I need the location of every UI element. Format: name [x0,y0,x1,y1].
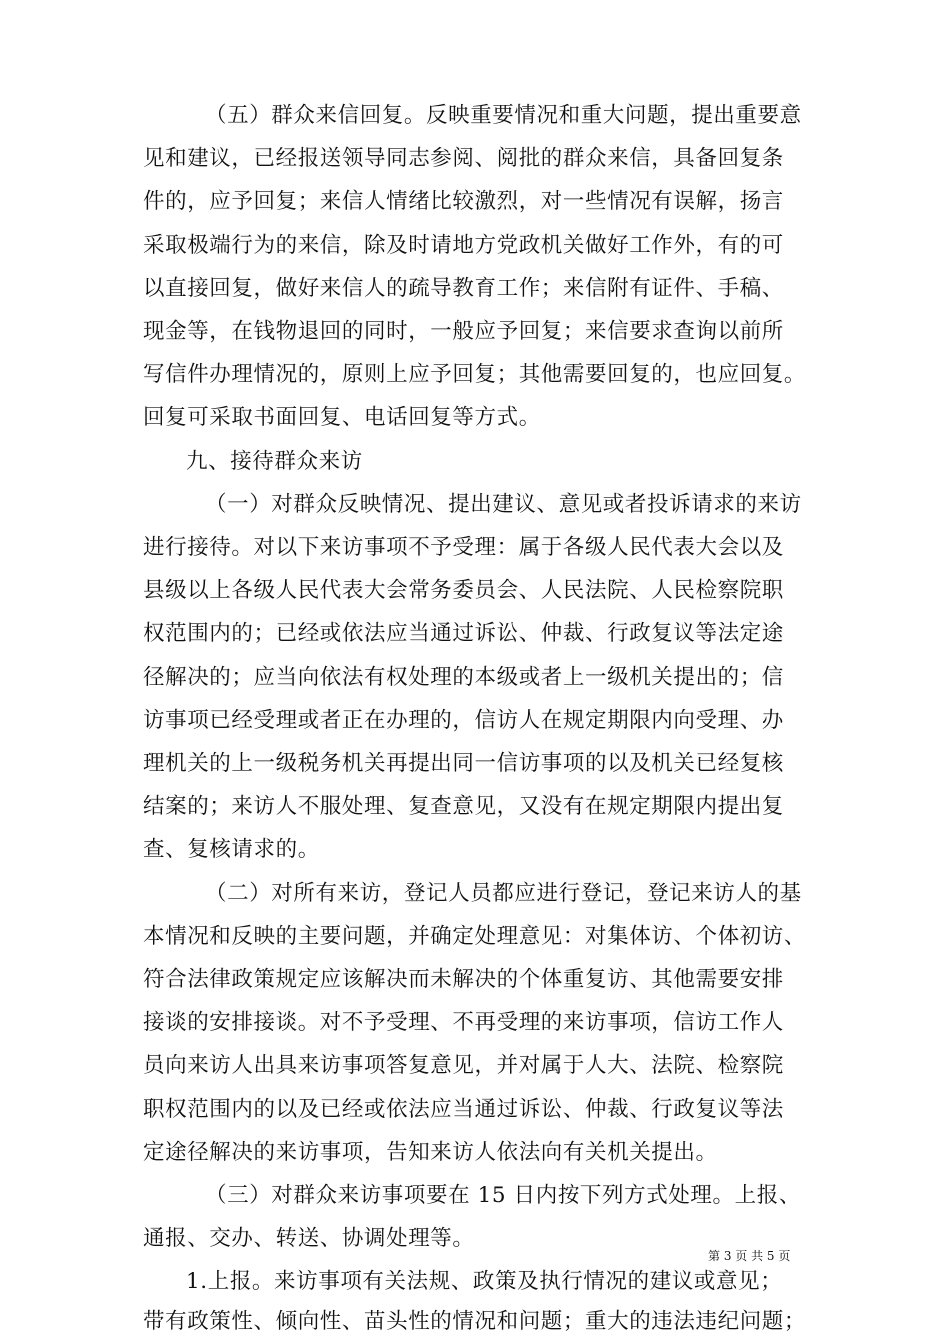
section-heading: 九、接待群众来访 [186,449,363,474]
text-line: 定途径解决的来访事项，告知来访人依法向有关机关提出。 [143,1140,718,1165]
text-line: 以直接回复，做好来信人的疏导教育工作；来信附有证件、手稿、 [143,276,784,301]
text-line: （一）对群众反映情况、提出建议、意见或者投诉请求的来访 [205,492,802,517]
text-line: 现金等，在钱物退回的同时，一般应予回复；来信要求查询以前所 [143,319,784,344]
text-line: 径解决的；应当向依法有权处理的本级或者上一级机关提出的；信 [143,665,784,690]
text-line: 通报、交办、转送、协调处理等。 [143,1226,475,1251]
text-line: 回复可采取书面回复、电话回复等方式。 [143,405,541,430]
text-line: 权范围内的；已经或依法应当通过诉讼、仲裁、行政复议等法定途 [143,621,784,646]
text-line: 进行接待。对以下来访事项不予受理：属于各级人民代表大会以及 [143,535,784,560]
text-line: 见和建议，已经报送领导同志参阅、阅批的群众来信，具备回复条 [143,146,784,171]
text-line: 县级以上各级人民代表大会常务委员会、人民法院、人民检察院职 [143,578,784,603]
text-line: 接谈的安排接谈。对不予受理、不再受理的来访事项，信访工作人 [143,1010,784,1035]
page-number-footer: 第 3 页 共 5 页 [708,1249,791,1263]
text-line: 符合法律政策规定应该解决而未解决的个体重复访、其他需要安排 [143,967,784,992]
text-line: 本情况和反映的主要问题，并确定处理意见：对集体访、个体初访、 [143,924,807,949]
text-line: （五）群众来信回复。反映重要情况和重大问题，提出重要意 [205,103,802,128]
text-line: 采取极端行为的来信，除及时请地方党政机关做好工作外，有的可 [143,233,784,258]
text-line: 查、复核请求的。 [143,837,320,862]
text-line: 1.上报。来访事项有关法规、政策及执行情况的建议或意见； [186,1269,783,1294]
text-line: 带有政策性、倾向性、苗头性的情况和问题；重大的违法违纪问题； [143,1309,807,1334]
text-line: 件的，应予回复；来信人情绪比较激烈，对一些情况有误解，扬言 [143,189,784,214]
text-line: 员向来访人出具来访事项答复意见，并对属于人大、法院、检察院 [143,1053,784,1078]
text-line: 访事项已经受理或者正在办理的，信访人在规定期限内向受理、办 [143,708,784,733]
text-line: 理机关的上一级税务机关再提出同一信访事项的以及机关已经复核 [143,751,784,776]
text-line: （二）对所有来访，登记人员都应进行登记，登记来访人的基 [205,881,802,906]
text-line: 写信件办理情况的，原则上应予回复；其他需要回复的，也应回复。 [143,362,807,387]
text-line: 职权范围内的以及已经或依法应当通过诉讼、仲裁、行政复议等法 [143,1097,784,1122]
text-line: 结案的；来访人不服处理、复查意见，又没有在规定期限内提出复 [143,794,784,819]
text-line: （三）对群众来访事项要在 15 日内按下列方式处理。上报、 [205,1183,801,1208]
